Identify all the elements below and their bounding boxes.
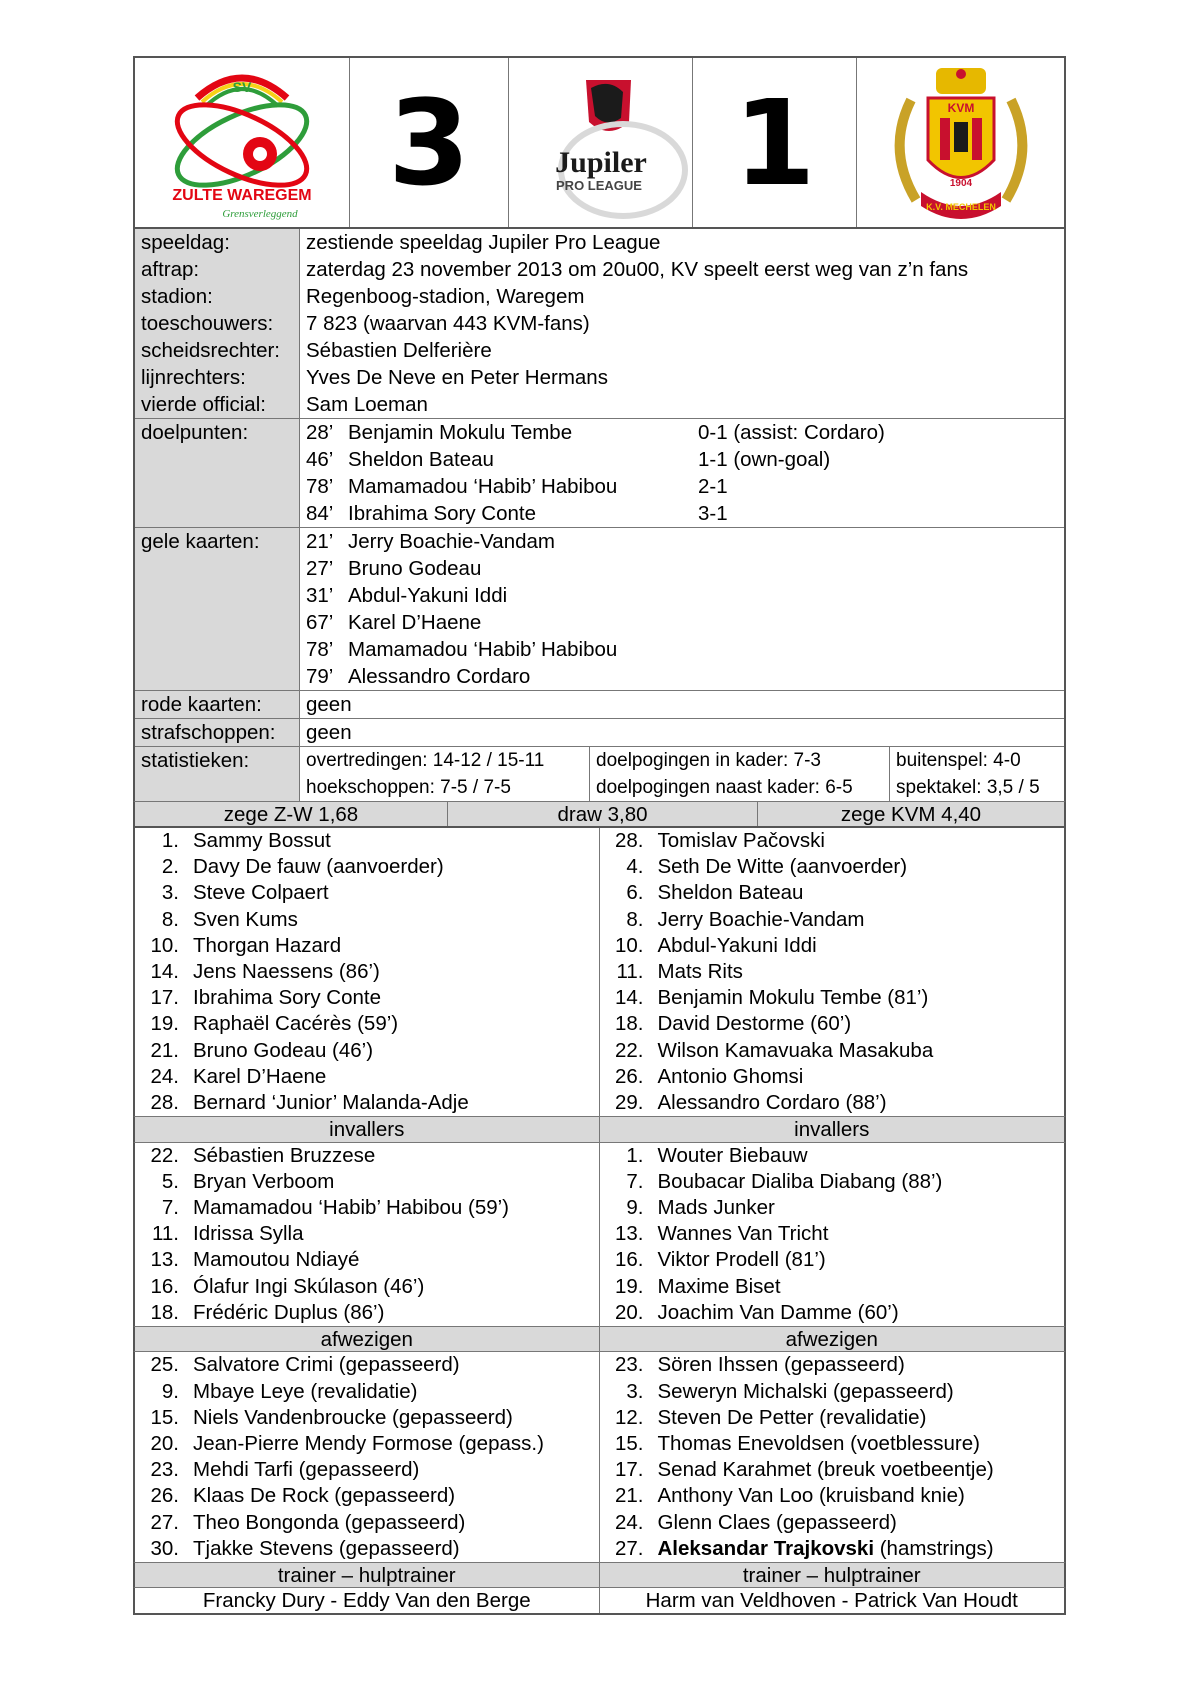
league-logo-sub: PRO LEAGUE	[555, 178, 642, 193]
player-number: 12.	[615, 1405, 644, 1429]
list-item	[135, 1300, 599, 1326]
coaches-row	[133, 1588, 1066, 1615]
list-item	[600, 1064, 1065, 1090]
yellow-cards-label: gele kaarten:	[135, 528, 300, 690]
player-number: 10.	[615, 933, 644, 957]
card-minute: 27’	[306, 557, 334, 580]
league-logo-name: Jupiler	[554, 146, 647, 179]
goal-score: 2-1	[698, 475, 728, 498]
scheidsrechter-label: scheidsrechter:	[141, 339, 281, 362]
list-item	[600, 1300, 1065, 1326]
goal-score: 1-1 (own-goal)	[698, 448, 831, 471]
player-number: 3.	[161, 881, 179, 905]
player-number: 11.	[152, 1222, 179, 1246]
stat-shots-off-target: doelpogingen naast kader: 6-5	[596, 777, 853, 798]
starters-home	[135, 828, 600, 1116]
player-number: 27.	[615, 1536, 644, 1560]
speeldag-value: zestiende speeldag Jupiler Pro League	[306, 231, 661, 254]
absent-header-home: afwezigen	[135, 1327, 600, 1352]
player-number: 9.	[626, 1195, 644, 1219]
red-cards-row	[135, 691, 1064, 719]
goal-score: 3-1	[698, 502, 728, 525]
list-item	[600, 959, 1065, 985]
stat-fouls: overtredingen: 14-12 / 15-11	[306, 750, 545, 771]
card-player: Jerry Boachie-Vandam	[348, 530, 555, 553]
list-item	[600, 1038, 1065, 1064]
list-item	[135, 907, 599, 933]
list-item	[135, 1143, 599, 1169]
list-item	[600, 1221, 1065, 1247]
list-item	[135, 1169, 599, 1195]
player-number: 23.	[150, 1458, 179, 1482]
aftrap-value: zaterdag 23 november 2013 om 20u00, KV speelt eerst weg van z’n fans	[306, 258, 969, 281]
card-player: Bruno Godeau	[348, 557, 482, 580]
toeschouwers-label: toeschouwers:	[141, 312, 274, 335]
absent-away	[600, 1352, 1065, 1562]
list-item	[135, 1038, 599, 1064]
score-header	[133, 56, 1066, 229]
player-name: Viktor Prodell (81’)	[657, 1248, 826, 1272]
player-number: 20.	[615, 1300, 644, 1324]
player-number: 4.	[626, 855, 644, 879]
player-name: Aleksandar Trajkovski	[657, 1536, 875, 1560]
coaches-home: Francky Dury - Eddy Van den Berge	[135, 1588, 600, 1613]
list-item	[600, 1011, 1065, 1037]
player-number: 7.	[626, 1169, 644, 1193]
list-item	[600, 1352, 1065, 1378]
player-name: Maxime Biset	[657, 1274, 781, 1298]
player-name: Mats Rits	[657, 959, 743, 983]
player-note: (hamstrings)	[874, 1536, 994, 1560]
info-values	[300, 229, 1064, 418]
stats-col-1	[300, 747, 590, 801]
list-item	[135, 828, 599, 854]
player-number: 22.	[615, 1038, 644, 1062]
player-name: Davy De fauw (aanvoerder)	[193, 855, 444, 879]
coaches-away: Harm van Veldhoven - Patrick Van Houdt	[645, 1589, 1018, 1613]
lijnrechters-label: lijnrechters:	[141, 366, 246, 389]
subs-header-home: invallers	[135, 1117, 600, 1142]
home-logo-cell	[135, 58, 350, 227]
list-item	[135, 933, 599, 959]
stat-spectacle: spektakel: 3,5 / 5	[896, 777, 1040, 798]
toeschouwers-value: 7 823 (waarvan 443 KVM-fans)	[306, 312, 590, 335]
player-name: Seweryn Michalski (gepasseerd)	[657, 1379, 954, 1403]
coach-header	[133, 1562, 1066, 1589]
player-name: Bryan Verboom	[193, 1169, 335, 1193]
player-number: 1.	[161, 829, 179, 852]
goal-item	[306, 446, 1064, 473]
red-cards-label: rode kaarten:	[135, 691, 300, 718]
player-number: 18.	[615, 1012, 644, 1036]
player-name: Seth De Witte (aanvoerder)	[657, 855, 908, 879]
yellow-cards-list	[300, 528, 1064, 690]
player-number: 10.	[150, 933, 179, 957]
player-name: Wannes Van Tricht	[657, 1222, 829, 1246]
player-number: 8.	[161, 907, 179, 931]
home-score-cell	[350, 58, 509, 227]
player-name: Thomas Enevoldsen (voetblessure)	[657, 1431, 980, 1455]
red-cards-value: geen	[306, 693, 352, 716]
zulte-waregem-logo	[142, 60, 342, 225]
player-name: Ibrahima Sory Conte	[193, 986, 382, 1010]
player-number: 16.	[150, 1274, 179, 1298]
yellow-cards-row	[135, 528, 1064, 691]
away-logo-ribbon: K.V. MECHELEN	[925, 202, 996, 212]
away-logo-cell	[857, 58, 1064, 227]
odds-row	[133, 801, 1066, 828]
player-name: Alessandro Cordaro (88’)	[657, 1090, 887, 1114]
goal-minute: 78’	[306, 475, 334, 498]
away-logo-year: 1904	[949, 178, 972, 189]
player-name: Klaas De Rock (gepasseerd)	[193, 1484, 456, 1508]
list-item	[600, 1536, 1065, 1562]
coach-header-home: trainer – hulptrainer	[135, 1563, 600, 1588]
player-number: 22.	[150, 1143, 179, 1167]
player-name: Thorgan Hazard	[193, 933, 342, 957]
league-logo-cell	[509, 58, 693, 227]
match-info-table	[133, 229, 1066, 801]
subs-header	[133, 1116, 1066, 1143]
player-number: 8.	[626, 907, 644, 931]
subs-away	[600, 1143, 1065, 1326]
player-number: 25.	[150, 1353, 179, 1377]
player-name: Jean-Pierre Mendy Formose (gepass.)	[193, 1431, 544, 1455]
player-name: Joachim Van Damme (60’)	[657, 1300, 899, 1324]
yellow-card-item	[306, 528, 1064, 555]
player-number: 16.	[615, 1248, 644, 1272]
yellow-card-item	[306, 663, 1064, 690]
list-item	[135, 1431, 599, 1457]
list-item	[600, 1143, 1065, 1169]
player-name: Steve Colpaert	[193, 881, 329, 905]
list-item	[600, 1195, 1065, 1221]
player-name: Salvatore Crimi (gepasseerd)	[193, 1353, 460, 1377]
list-item	[135, 1221, 599, 1247]
list-item	[135, 1483, 599, 1509]
player-number: 13.	[615, 1222, 644, 1246]
player-name: Wouter Biebauw	[657, 1143, 808, 1167]
player-number: 20.	[150, 1431, 179, 1455]
vierde-official-label: vierde official:	[141, 393, 266, 416]
player-name: Steven De Petter (revalidatie)	[657, 1405, 927, 1429]
subs-home	[135, 1143, 600, 1326]
player-name: Mamoutou Ndiayé	[193, 1248, 360, 1272]
match-report-sheet	[133, 56, 1066, 1615]
goal-minute: 28’	[306, 421, 334, 444]
player-number: 28.	[150, 1090, 179, 1114]
odds-away: zege KVM 4,40	[840, 803, 982, 826]
player-number: 28.	[615, 829, 644, 852]
card-minute: 78’	[306, 638, 334, 661]
player-number: 17.	[615, 1458, 644, 1482]
player-number: 14.	[150, 959, 179, 983]
player-name: Mehdi Tarfi (gepasseerd)	[193, 1458, 420, 1482]
statistics-label: statistieken:	[135, 747, 300, 801]
scheidsrechter-value: Sébastien Delferière	[306, 339, 492, 362]
statistics-grid	[300, 747, 1064, 801]
player-name: Raphaël Cacérès (59’)	[193, 1012, 399, 1036]
card-minute: 67’	[306, 611, 334, 634]
yellow-card-item	[306, 636, 1064, 663]
goal-scorer: Ibrahima Sory Conte	[348, 502, 537, 525]
player-number: 23.	[615, 1353, 644, 1377]
player-number: 7.	[161, 1195, 179, 1219]
player-name: Sheldon Bateau	[657, 881, 804, 905]
player-name: Wilson Kamavuaka Masakuba	[657, 1038, 934, 1062]
player-number: 26.	[615, 1064, 644, 1088]
player-number: 29.	[615, 1090, 644, 1114]
list-item	[135, 985, 599, 1011]
list-item	[600, 907, 1065, 933]
list-item	[600, 1510, 1065, 1536]
list-item	[135, 959, 599, 985]
aftrap-label: aftrap:	[141, 258, 200, 281]
stat-shots-on-target: doelpogingen in kader: 7-3	[596, 750, 822, 771]
list-item	[135, 1457, 599, 1483]
card-player: Karel D’Haene	[348, 611, 482, 634]
player-number: 26.	[150, 1484, 179, 1508]
player-name: Boubacar Dialiba Diabang (88’)	[657, 1169, 943, 1193]
list-item	[600, 1431, 1065, 1457]
player-name: Sven Kums	[193, 907, 298, 931]
player-number: 21.	[615, 1484, 644, 1508]
penalties-label: strafschoppen:	[135, 719, 300, 746]
list-item	[135, 1090, 599, 1116]
player-number: 1.	[626, 1143, 644, 1167]
list-item	[600, 1247, 1065, 1273]
card-player: Alessandro Cordaro	[348, 665, 531, 688]
yellow-card-item	[306, 555, 1064, 582]
stat-corners: hoekschoppen: 7-5 / 7-5	[306, 777, 511, 798]
kv-mechelen-crest	[876, 60, 1046, 225]
card-minute: 79’	[306, 665, 334, 688]
player-number: 24.	[615, 1510, 644, 1534]
stadion-value: Regenboog-stadion, Waregem	[306, 285, 585, 308]
list-item	[135, 1536, 599, 1562]
player-number: 15.	[615, 1431, 644, 1455]
player-name: Tomislav Pačovski	[657, 829, 825, 852]
player-name: Jens Naessens (86’)	[193, 959, 380, 983]
list-item	[600, 1457, 1065, 1483]
list-item	[600, 880, 1065, 906]
player-name: Antonio Ghomsi	[657, 1064, 804, 1088]
player-name: Benjamin Mokulu Tembe (81’)	[657, 986, 929, 1010]
player-number: 14.	[615, 986, 644, 1010]
vierde-official-value: Sam Loeman	[306, 393, 428, 416]
list-item	[600, 1405, 1065, 1431]
list-item	[135, 1405, 599, 1431]
absent-header-away: afwezigen	[785, 1327, 878, 1351]
list-item	[600, 933, 1065, 959]
subs-section	[133, 1143, 1066, 1326]
list-item	[600, 1274, 1065, 1300]
player-name: Jerry Boachie-Vandam	[657, 907, 865, 931]
card-player: Abdul-Yakuni Iddi	[348, 584, 508, 607]
jupiler-pro-league-logo	[511, 60, 691, 225]
home-logo-tagline: Grensverleggend	[222, 208, 298, 220]
player-name: David Destorme (60’)	[657, 1012, 852, 1036]
player-name: Mamamadou ‘Habib’ Habibou (59’)	[193, 1195, 510, 1219]
list-item	[600, 1090, 1065, 1116]
player-name: Ólafur Ingi Skúlason (46’)	[193, 1274, 425, 1298]
odds-draw: draw 3,80	[448, 802, 758, 826]
player-name: Theo Bongonda (gepasseerd)	[193, 1510, 466, 1534]
list-item	[135, 1274, 599, 1300]
list-item	[600, 1483, 1065, 1509]
stat-offside: buitenspel: 4-0	[896, 750, 1021, 771]
list-item	[600, 1169, 1065, 1195]
list-item	[135, 880, 599, 906]
away-score: 1	[733, 73, 816, 212]
player-number: 6.	[626, 881, 644, 905]
penalties-value: geen	[306, 721, 352, 744]
card-minute: 21’	[306, 530, 334, 553]
player-number: 24.	[150, 1064, 179, 1088]
card-minute: 31’	[306, 584, 334, 607]
list-item	[135, 1510, 599, 1536]
player-number: 30.	[150, 1536, 179, 1560]
starters-away	[600, 828, 1065, 1116]
player-number: 21.	[150, 1038, 179, 1062]
player-name: Abdul-Yakuni Iddi	[657, 933, 817, 957]
penalties-row	[135, 719, 1064, 747]
player-number: 15.	[150, 1405, 179, 1429]
goal-item	[306, 473, 1064, 500]
goal-scorer: Benjamin Mokulu Tembe	[348, 421, 573, 444]
lijnrechters-value: Yves De Neve en Peter Hermans	[306, 366, 608, 389]
list-item	[600, 1379, 1065, 1405]
list-item	[600, 985, 1065, 1011]
player-name: Bernard ‘Junior’ Malanda-Adje	[193, 1090, 469, 1114]
away-logo-top: KVM	[947, 101, 974, 115]
player-name: Frédéric Duplus (86’)	[193, 1300, 385, 1324]
player-number: 11.	[616, 959, 644, 983]
goal-score: 0-1 (assist: Cordaro)	[698, 421, 885, 444]
goals-label: doelpunten:	[135, 419, 300, 527]
list-item	[135, 1011, 599, 1037]
player-name: Senad Karahmet (breuk voetbeentje)	[657, 1458, 994, 1482]
absent-section	[133, 1352, 1066, 1562]
yellow-card-item	[306, 609, 1064, 636]
player-number: 17.	[150, 986, 179, 1010]
player-number: 5.	[161, 1169, 179, 1193]
player-name: Mads Junker	[657, 1195, 775, 1219]
goals-list	[300, 419, 1064, 527]
goals-row	[135, 418, 1064, 528]
home-logo-name: ZULTE WAREGEM	[172, 187, 312, 204]
home-logo-top: SV	[232, 79, 252, 95]
odds-home: zege Z-W 1,68	[135, 802, 448, 826]
player-name: Karel D’Haene	[193, 1064, 327, 1088]
card-player: Mamamadou ‘Habib’ Habibou	[348, 638, 618, 661]
player-name: Mbaye Leye (revalidatie)	[193, 1379, 418, 1403]
list-item	[135, 1247, 599, 1273]
goal-item	[306, 500, 1064, 527]
subs-header-away: invallers	[794, 1118, 870, 1142]
player-number: 13.	[150, 1248, 179, 1272]
goal-scorer: Mamamadou ‘Habib’ Habibou	[348, 475, 618, 498]
info-labels	[135, 229, 300, 418]
list-item	[135, 1379, 599, 1405]
goal-item	[306, 419, 1064, 446]
player-name: Idrissa Sylla	[193, 1222, 304, 1246]
player-name: Niels Vandenbroucke (gepasseerd)	[193, 1405, 513, 1429]
player-number: 3.	[626, 1379, 644, 1403]
player-name: Sammy Bossut	[193, 829, 331, 852]
goal-minute: 84’	[306, 502, 334, 525]
away-score-cell	[693, 58, 857, 227]
player-number: 19.	[150, 1012, 179, 1036]
player-number: 19.	[615, 1274, 644, 1298]
stadion-label: stadion:	[141, 285, 213, 308]
absent-home	[135, 1352, 600, 1562]
player-name: Anthony Van Loo (kruisband knie)	[657, 1484, 965, 1508]
statistics-row	[135, 747, 1064, 801]
yellow-card-item	[306, 582, 1064, 609]
absent-header	[133, 1326, 1066, 1353]
goal-scorer: Sheldon Bateau	[348, 448, 494, 471]
player-number: 2.	[161, 855, 179, 879]
stats-col-3	[890, 747, 1064, 801]
player-number: 27.	[150, 1510, 179, 1534]
player-name: Sören Ihssen (gepasseerd)	[657, 1353, 905, 1377]
list-item	[600, 828, 1065, 854]
stats-col-2	[590, 747, 890, 801]
starters-section	[133, 828, 1066, 1116]
coach-header-away: trainer – hulptrainer	[742, 1563, 921, 1587]
speeldag-label: speeldag:	[141, 231, 230, 254]
list-item	[600, 854, 1065, 880]
list-item	[135, 1064, 599, 1090]
player-name: Bruno Godeau (46’)	[193, 1038, 374, 1062]
player-name: Sébastien Bruzzese	[193, 1143, 376, 1167]
player-name: Glenn Claes (gepasseerd)	[657, 1510, 897, 1534]
player-number: 18.	[150, 1300, 179, 1324]
goal-minute: 46’	[306, 448, 334, 471]
list-item	[135, 1352, 599, 1378]
list-item	[135, 1195, 599, 1221]
list-item	[135, 854, 599, 880]
info-block	[135, 229, 1064, 418]
player-name: Tjakke Stevens (gepasseerd)	[193, 1536, 460, 1560]
player-number: 9.	[161, 1379, 179, 1403]
home-score: 3	[387, 73, 471, 212]
